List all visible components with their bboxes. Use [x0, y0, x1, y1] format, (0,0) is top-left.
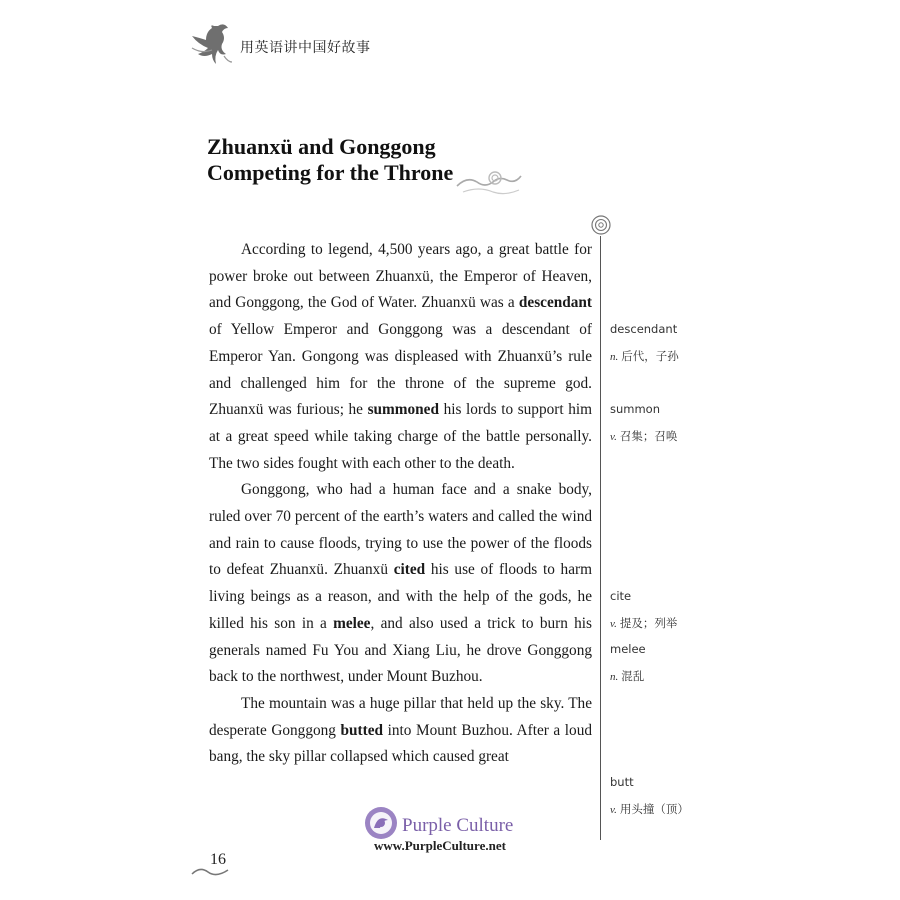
vocab-cited: cited — [393, 561, 426, 579]
margin-divider-line — [600, 236, 601, 840]
vocab-melee: melee — [333, 614, 371, 632]
running-title: 用英语讲中国好故事 — [240, 40, 371, 56]
gloss-word: summon — [610, 402, 661, 416]
gloss-part-of-speech: v. — [610, 804, 617, 816]
chapter-title-line-1: Zhuanxü and Gonggong — [207, 134, 436, 159]
gloss-definition-line — [610, 668, 780, 684]
gloss-definition: 用头撞（顶） — [619, 802, 689, 816]
gloss-definition: 混乱 — [621, 669, 645, 683]
gloss-definition-line — [610, 348, 780, 364]
paragraph-1-text-a: According to legend, 4,500 years ago, a great battle for power broke out between Zhuanxü, the Emperor of Heaven, and Gonggong, the God of Water. Zhuanxü was a — [209, 241, 592, 312]
paragraph-3-text-a: The mountain was a huge pillar that held up the sky. The desperate Gonggong — [209, 694, 592, 739]
paragraph-1-text-c: of Yellow Emperor and Gonggong was a descendant of Emperor Yan. Gongong was displeased with Zhuanxü’s rule and challenged him for the throne of the supreme god. Zhuanxü was furious; he — [209, 321, 592, 419]
gloss-part-of-speech: n. — [610, 351, 619, 363]
gloss-word: cite — [610, 589, 632, 603]
gloss-part-of-speech: v. — [610, 618, 617, 630]
gloss-word: melee — [610, 642, 646, 656]
page-number-swirl-icon — [190, 866, 230, 880]
gloss-cite — [610, 589, 780, 631]
gloss-definition: 提及；列举 — [619, 616, 678, 630]
purple-culture-logo-icon — [362, 804, 400, 842]
paragraph-2-text-a: Gonggong, who had a human face and a snake body, ruled over 70 percent of the earth’s waters and called the wind and rain to cause floods, trying to use the power of the floods to defeat Zhuanxü. Zhuanxü — [209, 481, 592, 579]
paragraph-3-text-c: into Mount Buzhou. After a loud bang, the sky pillar collapsed which caused great — [209, 721, 592, 766]
watermark — [362, 800, 562, 860]
dancing-figure-icon — [188, 20, 236, 70]
paragraph-2-text-c: his use of floods to harm living beings as a reason, and with the help of the gods, he killed his son in a — [209, 561, 592, 632]
vocab-butted: butted — [340, 721, 384, 739]
gloss-definition-line — [610, 428, 780, 444]
running-header — [188, 20, 448, 70]
gloss-summon — [610, 402, 780, 444]
gloss-descendant — [610, 322, 780, 364]
watermark-brand: Purple Culture — [402, 815, 514, 836]
gloss-butt — [610, 775, 780, 817]
paragraph-2-text-d: , and also used a trick to burn his generals named Fu You and Xiang Liu, he drove Gonggong back to the northwest, under Mount Buzhou. — [209, 614, 593, 686]
page-number: 16 — [210, 851, 226, 868]
vocab-descendant: descendant — [518, 294, 592, 312]
gloss-part-of-speech: v. — [610, 431, 617, 443]
paragraph-1 — [209, 237, 592, 477]
spiral-ornament-icon — [590, 214, 612, 236]
gloss-part-of-speech: n. — [610, 671, 619, 683]
gloss-word: descendant — [610, 322, 678, 336]
paragraph-1-text-d: his lords to support him at a great speed while taking charge of the battle personally. The two sides fought with each other to the death. — [209, 401, 592, 472]
gloss-definition: 召集；召唤 — [619, 429, 678, 443]
gloss-definition-line — [610, 615, 780, 631]
cloud-swirl-ornament-icon — [455, 168, 525, 196]
paragraph-2 — [209, 477, 592, 691]
watermark-url: www.PurpleCulture.net — [374, 838, 506, 853]
paragraph-3 — [209, 691, 592, 771]
gloss-definition: 后代，子孙 — [621, 349, 679, 363]
chapter-title — [207, 134, 453, 186]
chapter-title-line-2: Competing for the Throne — [207, 160, 454, 185]
gloss-definition-line — [610, 801, 780, 817]
gloss-word: butt — [610, 775, 634, 789]
vocab-summoned: summoned — [367, 401, 439, 419]
story-body — [209, 237, 592, 771]
gloss-melee — [610, 642, 780, 684]
